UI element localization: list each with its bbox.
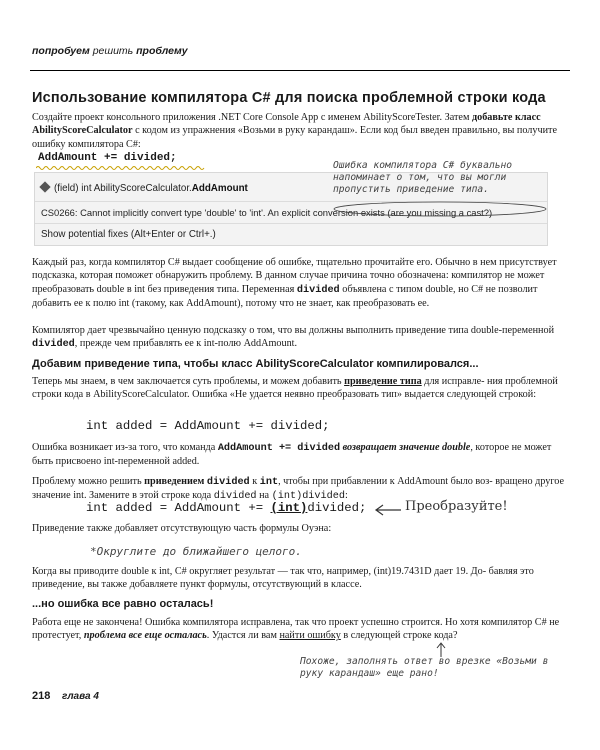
code-example-1: int added = AddAmount += divided; <box>86 419 330 433</box>
subheading-add-cast: Добавим приведение типа, чтобы класс AbilityScoreCalculator компилировался... <box>32 358 479 370</box>
para2-line2: в нем присутствует подсказка, которая поможет обнаружить проблему. В данном случае причина точно <box>32 257 557 282</box>
subheading-still-bug: ...но ошибка все равно осталась! <box>32 598 214 610</box>
error-squiggle <box>36 165 206 170</box>
paragraph-rounding <box>32 565 572 592</box>
intro-paragraph <box>32 111 572 151</box>
inline-code-divided-3: divided <box>206 477 250 488</box>
para9-text3: в следующей <box>343 630 401 642</box>
para6-text6: : <box>345 490 348 502</box>
para3-line2a: double-переменной <box>470 325 555 336</box>
header-word-3: проблему <box>136 45 188 57</box>
para5-text2: , которое не <box>470 442 522 453</box>
field-name: AddAmount <box>191 183 248 194</box>
code3-pre: int added = AddAmount += <box>86 501 271 515</box>
para5-text1: Ошибка возникает из-за того, что команда <box>32 442 216 453</box>
inline-code-divided-4: divided <box>213 491 257 503</box>
page-number: 218 <box>32 690 51 702</box>
tooltip-divider-2 <box>35 223 547 224</box>
intro-bold: добавьте класс AbilityScoreCalculator <box>32 112 541 137</box>
inline-code-divided: divided <box>296 284 340 296</box>
para6-text3: , чтобы при прибавлении к AddAmount было воз- <box>278 476 493 487</box>
section-title: Использование компилятора C# для поиска проблемной строки кода <box>32 90 546 106</box>
para9-emphasis: проблема все еще осталась <box>83 630 207 642</box>
para8-line1: Когда вы приводите double к int, C# округляет результат — так что, например, (int)19.7431D дает 19. До- <box>32 566 487 577</box>
tooltip-error-message: CS0266: Cannot implicitly convert type 'double' to 'int'. An explicit conversion exists (are you missing a cast?) <box>41 207 493 218</box>
para3-line1: Компилятор дает чрезвычайно ценную подсказку о том, что вы должны выполнить приведение типа <box>32 325 469 336</box>
show-fixes-link[interactable]: Show potential fixes (Alt+Enter or Ctrl+.) <box>41 229 216 240</box>
para4-bold: приведение типа <box>344 376 422 387</box>
para5-line2: может быть присвоено int-переменной added. <box>32 442 552 468</box>
para4-text2: для исправле- <box>424 376 485 387</box>
margin-note-too-early: Похоже, заполнять ответ во врезке «Возьми в руку карандаш» еще рано! <box>300 656 549 679</box>
para4-line2: ния проблемной строки кода в AbilityScoreCalculator. Ошибка «Не удается неявно преобразовать тип» <box>32 376 558 401</box>
find-bug-underlined: найти ошибку <box>279 630 341 642</box>
intro-text-1: Создайте проект консольного приложения .NET Core Console App с именем AbilityScoreTester. Затем <box>32 112 470 123</box>
para4-line3: выдается следующей строкой: <box>404 389 537 401</box>
inline-code-divided-2: divided <box>32 339 75 351</box>
margin-note-cast: Ошибка компилятора C# буквально напоминает о том, что вы могли пропустить приведение типа. <box>333 160 513 195</box>
para5-emphasis: возвращает значение double <box>342 442 471 453</box>
para6-text4: вращено другое значение int. Замените в этой строке кода <box>32 476 565 502</box>
intro-text-3: введен правильно, вы получите ошибку компилятора C#: <box>32 125 558 150</box>
arrow-left-icon <box>373 504 403 516</box>
intro-text-2: с кодом из упражнения «Возьми в руку карандаш». Если код был <box>135 125 418 137</box>
inline-code-int: int <box>259 477 279 488</box>
paragraph-add-cast <box>32 375 572 402</box>
para9-text1: компилятор C# не протестует, <box>32 617 560 642</box>
paragraph-read-error <box>32 256 572 311</box>
para6-text5: на <box>259 490 270 502</box>
paragraph-error-reason <box>32 441 572 469</box>
para4-text1: Теперь мы знаем, в чем заключается суть проблемы, и можем добавить <box>32 376 342 387</box>
inline-code-cast: (int)divided <box>271 491 345 503</box>
para9-line1: Работа еще не закончена! Ошибка компилятора исправлена, так что проект успешно строится. Но хотя <box>32 617 479 628</box>
para6-text1: Проблему можно решить <box>32 476 142 487</box>
para3-line2b: , прежде чем прибавлять ее к int-полю AddAmount. <box>74 338 298 350</box>
header-word-1: попробуем <box>32 45 90 57</box>
ellipse-highlight <box>330 198 550 218</box>
paragraph-still-bug <box>32 616 572 643</box>
margin-note-convert: Преобразуйте! <box>405 499 508 514</box>
para8-line2: бавляя это приведение, вы также добавляете пункт формулы, отсутствующий в классе. <box>32 566 534 591</box>
running-header <box>32 45 188 57</box>
para2-line1: Каждый раз, когда компилятор C# выдает сообщение об ошибке, тщательно прочитайте его. Обычно <box>32 257 471 268</box>
para2-line4: объявлена с типом double, но C# не позволит добавить ее к полю int (такому, как AddAmount), потому <box>32 283 538 310</box>
field-icon <box>39 181 50 192</box>
para9-text2: . Удастся ли вам <box>206 630 277 642</box>
header-word-2: решить <box>92 45 134 57</box>
error-code-line: AddAmount += divided; <box>38 152 177 164</box>
para6-text2: к <box>252 476 258 487</box>
paragraph-formula-intro: Приведение также добавляет отсутствующую часть формулы Оуэна: <box>32 523 332 534</box>
code3-cast: (int) <box>270 501 308 515</box>
para6-bold: приведением <box>144 476 205 487</box>
inline-code-expression: AddAmount += divided <box>217 443 341 454</box>
code-example-2 <box>86 501 366 515</box>
formula-rounding: *Округлите до ближайшего целого. <box>90 545 302 558</box>
code3-post: divided; <box>307 501 367 515</box>
para2-line5: что не знает, как преобразовать ее. <box>279 298 430 310</box>
para9-line3: строке кода? <box>402 630 458 642</box>
chapter-label: глава 4 <box>62 691 99 702</box>
para2-line3: обозначена: компилятор не может преобразовать double в int без приведения типа. Переменная <box>32 270 545 295</box>
tooltip-field-row <box>41 183 248 194</box>
field-signature: (field) int AbilityScoreCalculator. <box>54 183 192 194</box>
paragraph-hint <box>32 324 572 352</box>
